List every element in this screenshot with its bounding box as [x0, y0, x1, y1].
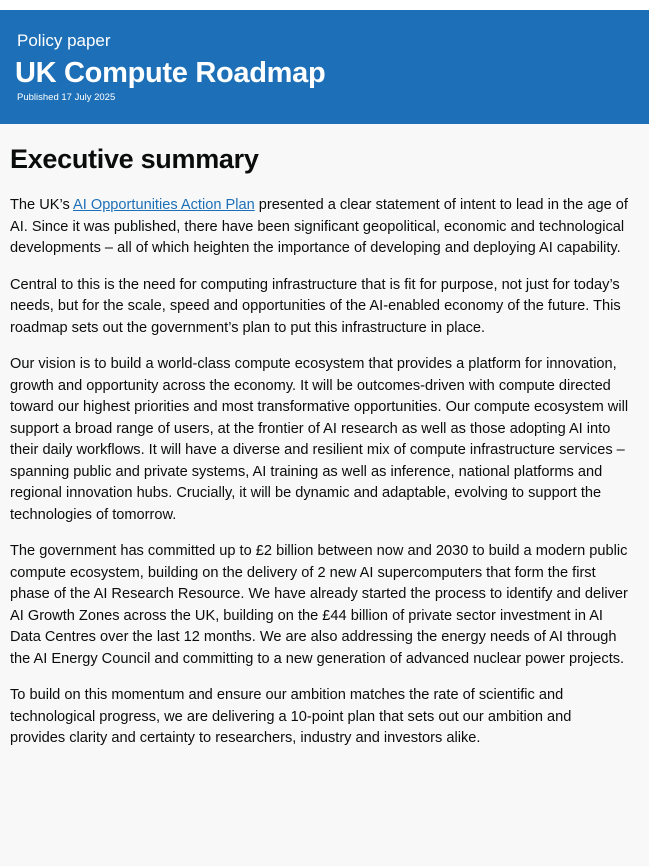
paragraph-1-text-start: The UK’s — [10, 197, 73, 213]
paragraph-2: Central to this is the need for computing infrastructure that is fit for purpose, not just for today’s needs, but for the scale, speed and opportunities of the AI-enabled economy of the future. This roadmap sets out the government’s plan to put this infrastructure in place. — [10, 276, 621, 336]
page-title: UK Compute Roadmap — [15, 57, 326, 89]
ai-opportunities-action-plan-link[interactable]: AI Opportunities Action Plan — [73, 197, 255, 213]
published-date: Published 17 July 2025 — [17, 92, 116, 103]
content-body — [10, 124, 630, 750]
paragraph-5: To build on this momentum and ensure our ambition matches the rate of scientific and technological progress, we are delivering a 10-point plan that sets out our ambition and provides clarity and certainty to researchers, industry and investors alike. — [10, 687, 572, 746]
main-content — [0, 124, 649, 866]
page-header — [0, 10, 649, 124]
paragraph-1-text-end: presented a clear statement of intent to lead in the age of AI. Since it was published, there have been significant geopolitical, economic and technological developments – all of which heighten the importance of developing and deploying AI capability. — [10, 197, 628, 256]
document-type-label: Policy paper — [17, 31, 111, 50]
paragraph-1 — [10, 195, 630, 260]
section-heading: Executive summary — [10, 144, 259, 174]
paragraph-4: The government has committed up to £2 billion between now and 2030 to build a modern public compute ecosystem, building on the delivery of 2 new AI supercomputers that form the first phase of the AI Research Resource. We have already started the process to identify and deliver AI Growth Zones across the UK, building on the £44 billion of private sector investment in AI Data Centres over the last 12 months. We are also addressing the energy needs of AI through the AI Energy Council and committing to a new generation of advanced nuclear power projects. — [10, 543, 628, 667]
paragraph-3: Our vision is to build a world-class compute ecosystem that provides a platform for innovation, growth and opportunity across the economy. It will be outcomes-driven with compute directed toward our highest priorities and most transformative opportunities. Our compute ecosystem will support a broad range of users, at the frontier of AI research as well as those adopting AI into their daily workflows. It will have a diverse and resilient mix of compute infrastructure services – spanning public and private systems, AI training as well as inference, national platforms and regional innovation hubs. Crucially, it will be dynamic and adaptable, evolving to support the technologies of tomorrow. — [10, 356, 629, 523]
